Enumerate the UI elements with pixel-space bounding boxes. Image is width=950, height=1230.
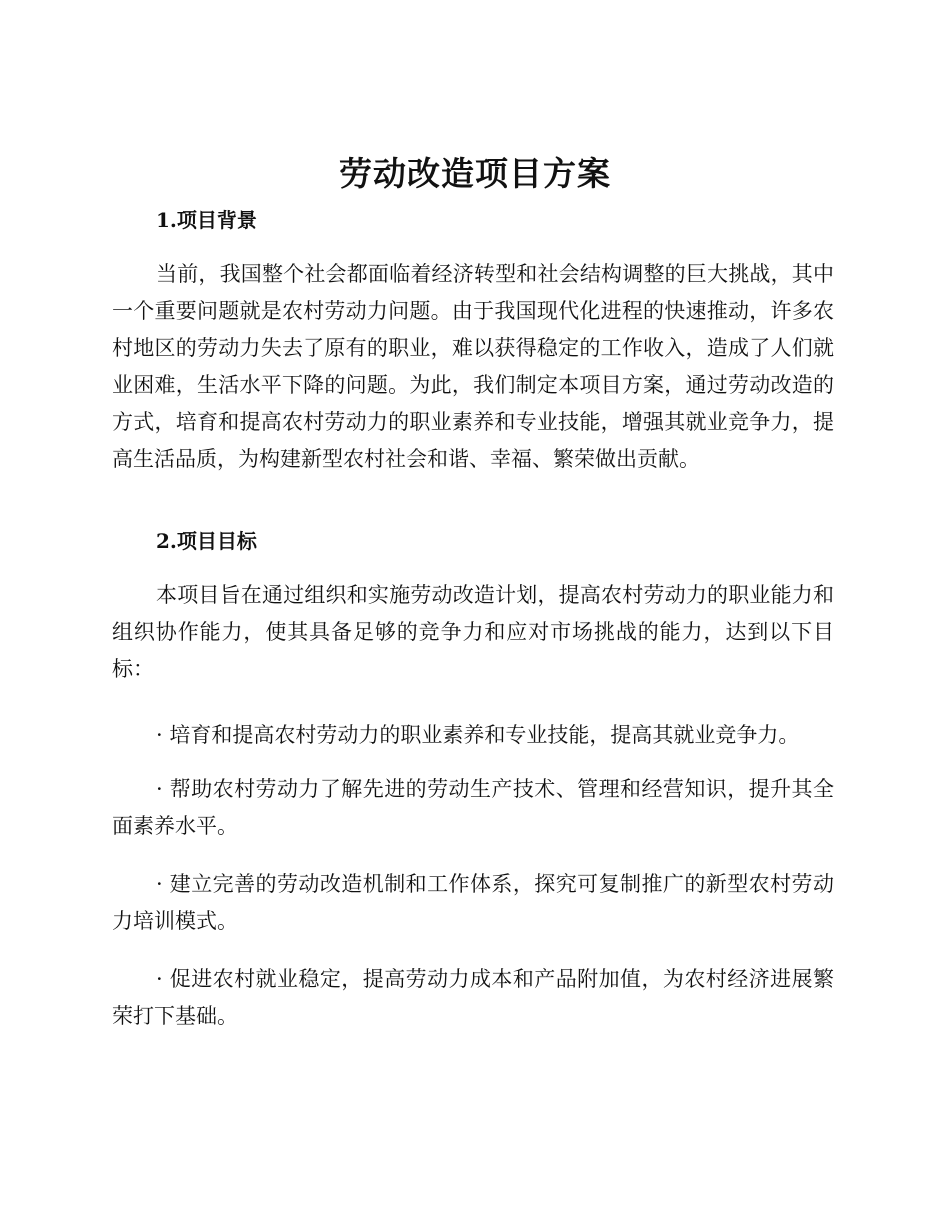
section-heading-goals: 2.项目目标: [156, 529, 257, 553]
section-heading-background: 1.项目背景: [156, 208, 257, 232]
goal-bullet-item: · 培育和提高农村劳动力的职业素养和专业技能，提高其就业竞争力。: [156, 723, 800, 747]
goal-bullet-item: · 帮助农村劳动力了解先进的劳动生产技术、管理和经营知识，提升其全面素养水平。: [112, 777, 834, 838]
goal-bullet-item: · 促进农村就业稳定，提高劳动力成本和产品附加值，为农村经济进展繁荣打下基础。: [112, 967, 834, 1028]
document-title: 劳动改造项目方案: [339, 154, 611, 193]
goal-bullet-item: · 建立完善的劳动改造机制和工作体系，探究可复制推广的新型农村劳动力培训模式。: [112, 872, 834, 933]
background-paragraph: 当前，我国整个社会都面临着经济转型和社会结构调整的巨大挑战，其中一个重要问题就是农村劳动力问题。由于我国现代化进程的快速推动，许多农村地区的劳动力失去了原有的职业，难以获得稳定的工作收入，造成了人们就业困难，生活水平下降的问题。为此，我们制定本项目方案，通过劳动改造的方式，培育和提高农村劳动力的职业素养和专业技能，增强其就业竞争力，提高生活品质，为构建新型农村社会和谐、幸福、繁荣做出贡献。: [112, 262, 834, 471]
goals-intro-paragraph: 本项目旨在通过组织和实施劳动改造计划，提高农村劳动力的职业能力和组织协作能力，使其具备足够的竞争力和应对市场挑战的能力，达到以下目标：: [112, 583, 834, 681]
